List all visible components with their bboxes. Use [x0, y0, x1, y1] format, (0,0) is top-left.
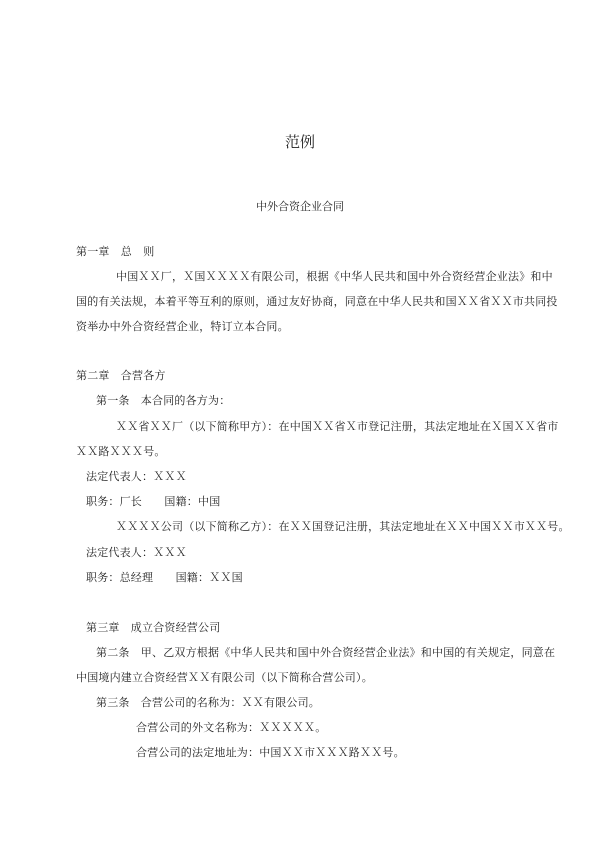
- party-b-representative: 法定代表人：ＸＸＸ: [86, 546, 187, 559]
- document-subtitle: 中外合资企业合同: [256, 200, 344, 213]
- party-a-representative: 法定代表人：ＸＸＸ: [86, 470, 187, 483]
- legal-address: 合营公司的法定地址为：中国ＸＸ市ＸＸＸ路ＸＸ号。: [136, 746, 405, 759]
- chapter-2-heading: 第二章 合营各方: [76, 369, 166, 382]
- chapter-3-heading: 第三章 成立合资经营公司: [86, 621, 221, 634]
- article-3: 第三条 合营公司的名称为：ＸＸ有限公司。: [96, 696, 320, 709]
- chapter-1-paragraph-line: 资举办中外合资经营企业，特订立本合同。: [76, 320, 289, 333]
- party-a-position: 职务：厂长 国籍：中国: [86, 495, 221, 508]
- article-1: 第一条 本合同的各方为：: [96, 394, 231, 407]
- party-a-line: ＸＸ路ＸＸＸ号。: [76, 445, 166, 458]
- foreign-name: 合营公司的外文名称为：ＸＸＸＸＸ。: [136, 721, 327, 734]
- chapter-1-heading: 第一章 总 则: [76, 245, 155, 258]
- party-b-position: 职务：总经理 国籍：ＸＸ国: [86, 571, 243, 584]
- document-title: 范例: [284, 133, 315, 151]
- chapter-1-paragraph-line: 国的有关法规，本着平等互利的原则，通过友好协商，同意在中华人民共和国ＸＸ省ＸＸ市共同投: [76, 295, 558, 308]
- party-a-line: ＸＸ省ＸＸ厂（以下简称甲方）：在中国ＸＸ省Ｘ市登记注册，其法定地址在Ｘ国ＸＸ省市: [116, 420, 559, 433]
- article-2-line: 中国境内建立合资经营ＸＸ有限公司（以下简称合营公司）。: [76, 671, 373, 684]
- party-b-line: ＸＸＸＸ公司（以下简称乙方）：在ＸＸ国登记注册，其法定地址在ＸＸ中国ＸＸ市ＸＸ号。: [116, 520, 570, 533]
- article-2-line: 第二条 甲、乙双方根据《中华人民共和国中外合资经营企业法》和中国的有关规定，同意在: [96, 646, 556, 659]
- chapter-1-paragraph-line: 中国ＸＸ厂，Ｘ国ＸＸＸＸ有限公司，根据《中华人民共和国中外合资经营企业法》和中: [116, 270, 553, 283]
